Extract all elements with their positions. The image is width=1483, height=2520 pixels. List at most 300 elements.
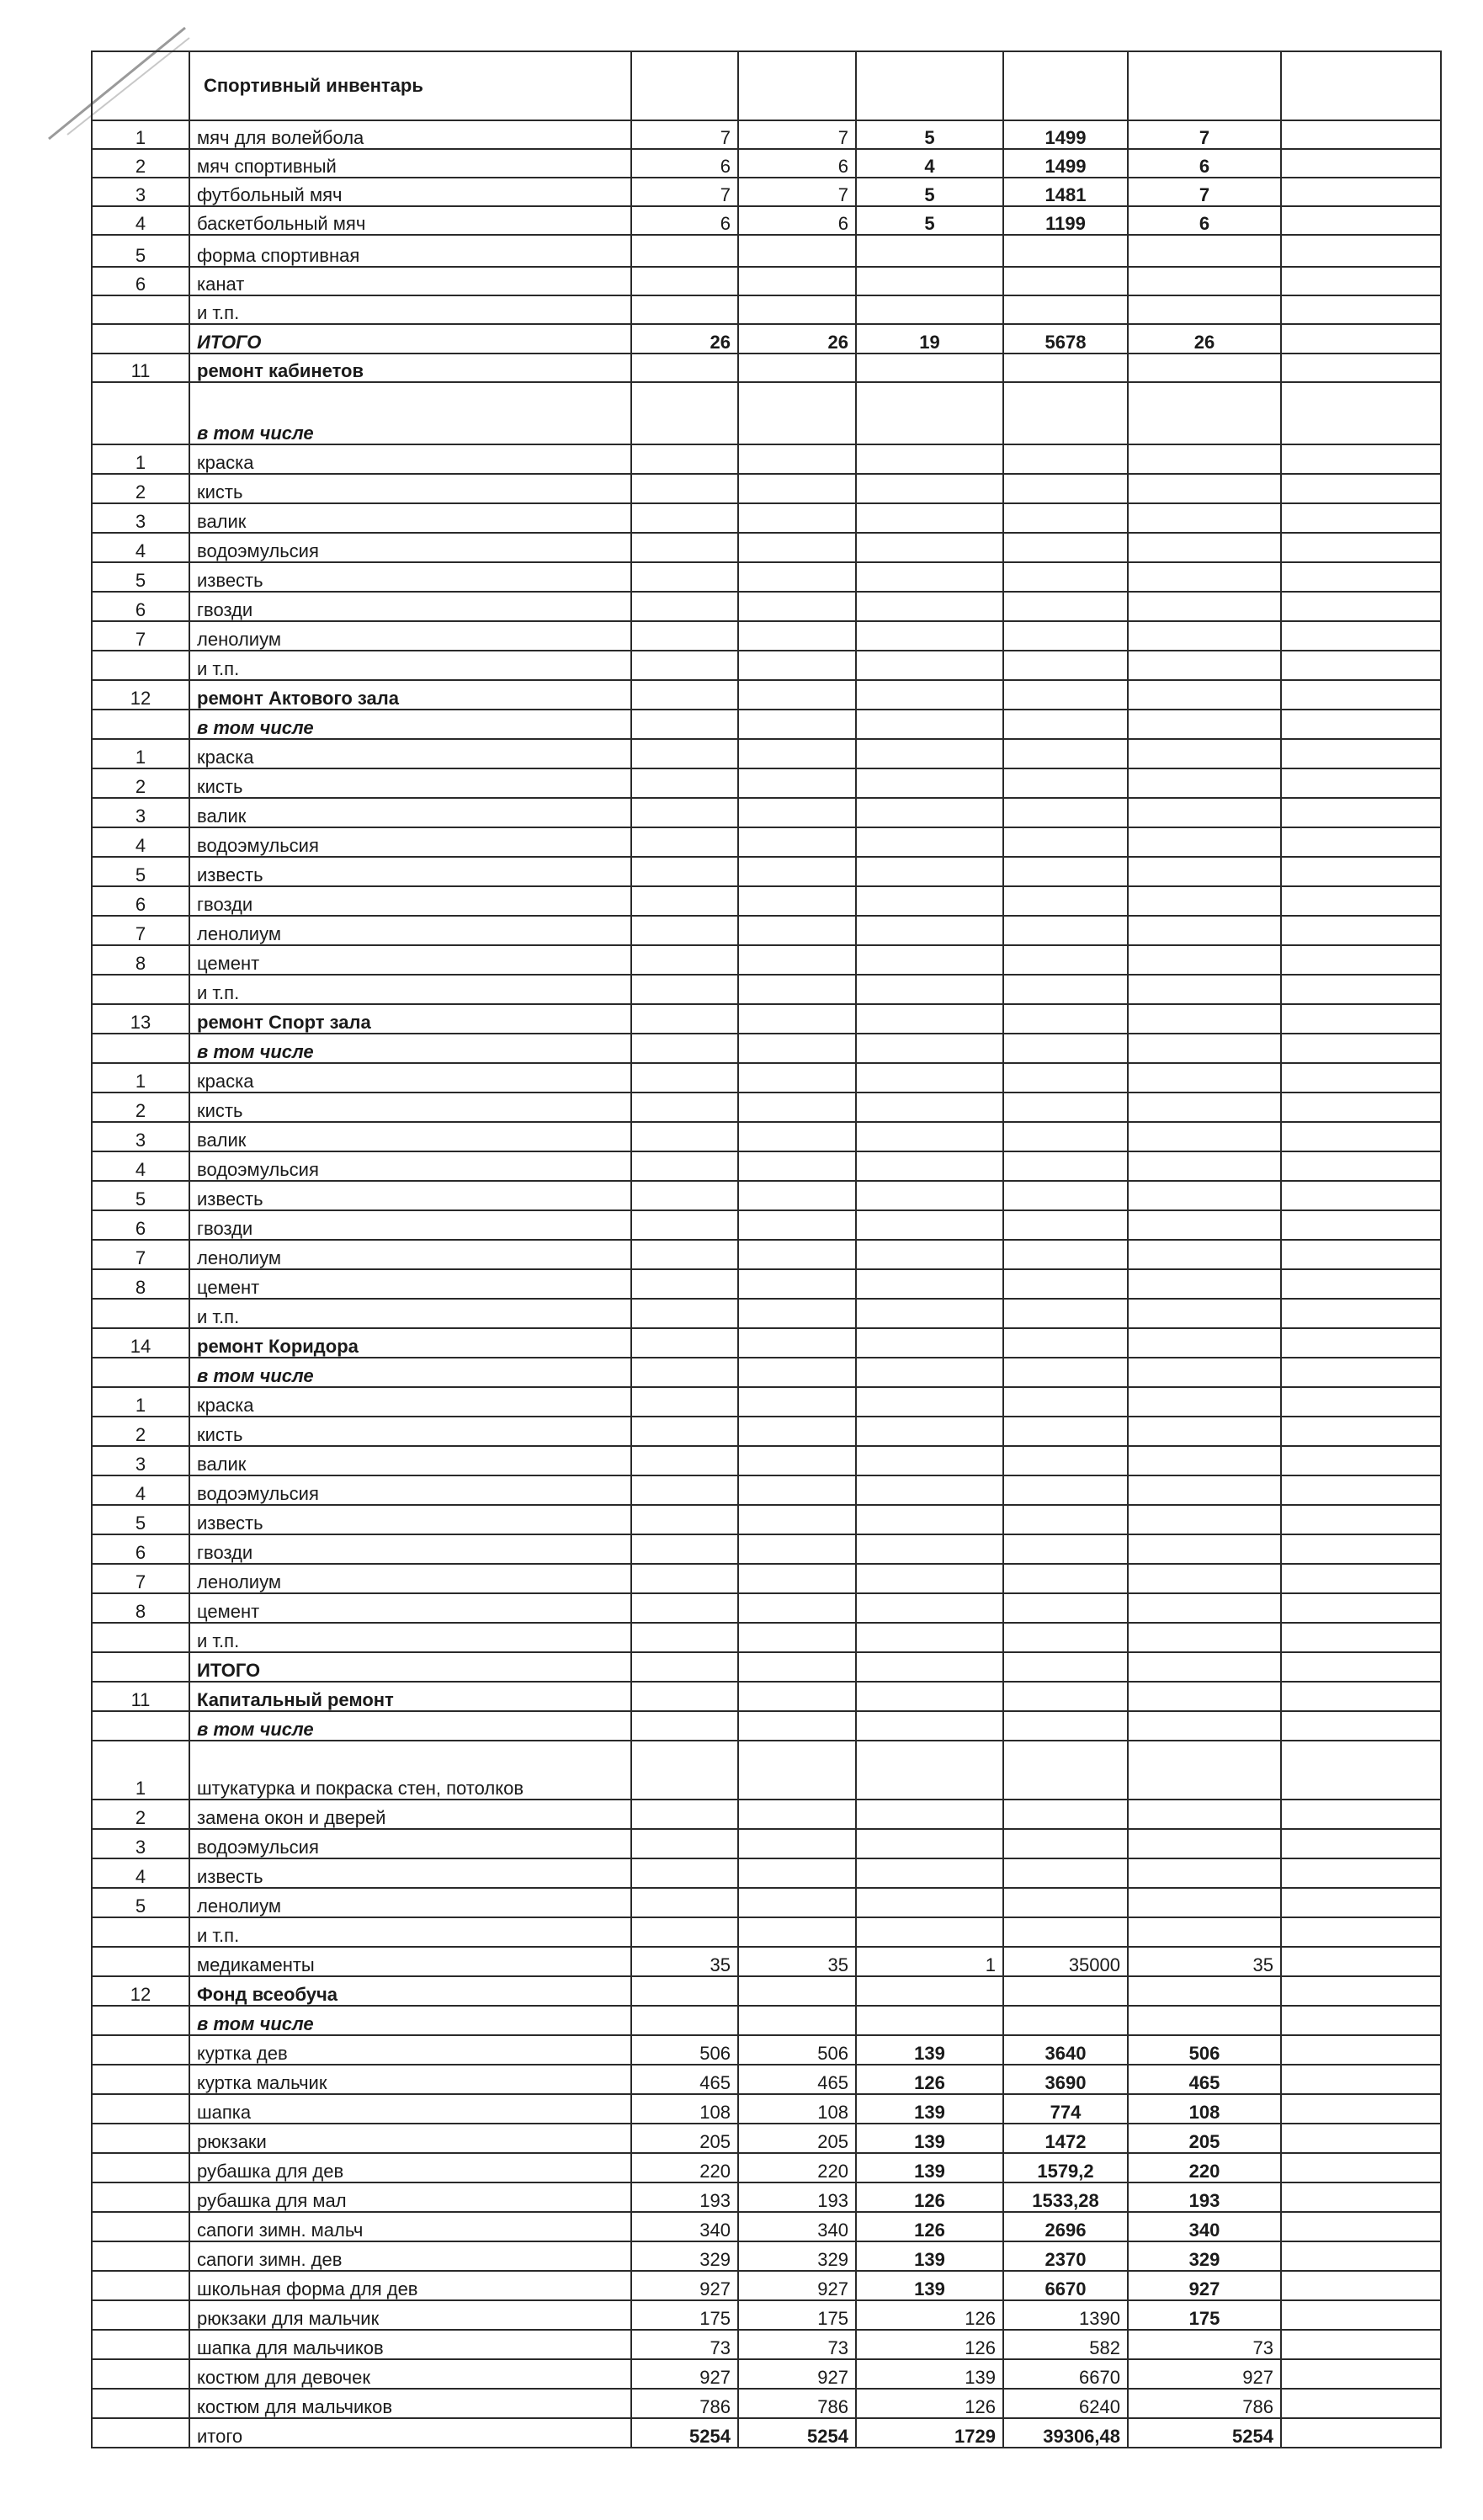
qty-col-2-cell — [738, 1652, 856, 1682]
qty-col-1-cell: 73 — [631, 2330, 738, 2359]
item-name-cell: гвозди — [189, 886, 631, 916]
qty-col-2-cell: 7 — [738, 178, 856, 206]
qty-col-2-cell — [738, 827, 856, 857]
amount-col-cell — [1003, 1181, 1128, 1210]
row-number-cell: 2 — [92, 768, 189, 798]
qty-col-3-cell: 126 — [856, 2330, 1003, 2359]
table-row — [92, 2359, 1441, 2389]
extra-col-cell — [1281, 1976, 1441, 2006]
extra-col-cell — [1281, 178, 1441, 206]
qty-col-1-cell — [631, 1652, 738, 1682]
extra-col-cell — [1281, 916, 1441, 945]
qty-col-3-cell — [856, 382, 1003, 444]
table-row — [92, 1417, 1441, 1446]
item-name-cell: медикаменты — [189, 1947, 631, 1976]
qty-col-4-cell — [1128, 1829, 1281, 1858]
qty-col-4-cell — [1128, 354, 1281, 382]
qty-col-2-cell — [738, 1475, 856, 1505]
table-row — [92, 120, 1441, 149]
qty-col-4-cell — [1128, 235, 1281, 267]
extra-col-cell — [1281, 1269, 1441, 1299]
row-number-cell: 7 — [92, 916, 189, 945]
qty-col-2-cell — [738, 1151, 856, 1181]
inventory-table — [91, 51, 1442, 2448]
row-number-cell — [92, 1034, 189, 1063]
table-row — [92, 1063, 1441, 1093]
table-row — [92, 2389, 1441, 2418]
qty-col-4-cell: 26 — [1128, 324, 1281, 354]
row-number-cell: 11 — [92, 1682, 189, 1711]
qty-col-4-cell — [1128, 562, 1281, 592]
item-name-cell: известь — [189, 1858, 631, 1888]
qty-col-4-cell — [1128, 1800, 1281, 1829]
table-row — [92, 2182, 1441, 2212]
qty-col-3-cell: 1 — [856, 1947, 1003, 1976]
qty-col-3-cell — [856, 295, 1003, 324]
amount-col-cell — [1003, 1888, 1128, 1917]
qty-col-2-cell — [738, 710, 856, 739]
table-row — [92, 2124, 1441, 2153]
qty-col-1-cell — [631, 1122, 738, 1151]
table-row — [92, 1623, 1441, 1652]
item-name-cell: сапоги зимн. дев — [189, 2241, 631, 2271]
qty-col-4-cell — [1128, 857, 1281, 886]
table-row — [92, 1505, 1441, 1534]
extra-col-cell — [1281, 1917, 1441, 1947]
item-name-cell: замена окон и дверей — [189, 1800, 631, 1829]
row-number-cell: 4 — [92, 206, 189, 235]
item-name-cell: мяч спортивный — [189, 149, 631, 178]
qty-col-2-cell — [738, 1829, 856, 1858]
qty-col-2-cell — [738, 1181, 856, 1210]
qty-col-4-cell — [1128, 51, 1281, 120]
qty-col-3-cell — [856, 1446, 1003, 1475]
qty-col-2-cell: 786 — [738, 2389, 856, 2418]
table-row — [92, 533, 1441, 562]
row-number-cell: 5 — [92, 1505, 189, 1534]
qty-col-1-cell — [631, 621, 738, 651]
extra-col-cell — [1281, 1741, 1441, 1800]
row-number-cell — [92, 2212, 189, 2241]
extra-col-cell — [1281, 1475, 1441, 1505]
qty-col-2-cell — [738, 1210, 856, 1240]
qty-col-4-cell — [1128, 1917, 1281, 1947]
row-number-cell: 7 — [92, 1564, 189, 1593]
row-number-cell — [92, 2153, 189, 2182]
amount-col-cell — [1003, 533, 1128, 562]
table-row — [92, 1034, 1441, 1063]
table-row — [92, 886, 1441, 916]
qty-col-2-cell — [738, 945, 856, 975]
extra-col-cell — [1281, 2124, 1441, 2153]
qty-col-1-cell — [631, 798, 738, 827]
qty-col-1-cell — [631, 739, 738, 768]
extra-col-cell — [1281, 798, 1441, 827]
qty-col-4-cell — [1128, 739, 1281, 768]
qty-col-3-cell — [856, 1328, 1003, 1358]
extra-col-cell — [1281, 1858, 1441, 1888]
qty-col-2-cell — [738, 621, 856, 651]
row-number-cell — [92, 51, 189, 120]
amount-col-cell: 5678 — [1003, 324, 1128, 354]
qty-col-2-cell — [738, 1800, 856, 1829]
amount-col-cell — [1003, 503, 1128, 533]
item-name-cell: канат — [189, 267, 631, 295]
extra-col-cell — [1281, 1623, 1441, 1652]
table-row — [92, 2330, 1441, 2359]
amount-col-cell — [1003, 975, 1128, 1004]
row-number-cell — [92, 2241, 189, 2271]
qty-col-3-cell — [856, 592, 1003, 621]
extra-col-cell — [1281, 1800, 1441, 1829]
qty-col-2-cell — [738, 857, 856, 886]
row-number-cell: 1 — [92, 1741, 189, 1800]
amount-col-cell: 582 — [1003, 2330, 1128, 2359]
row-number-cell: 3 — [92, 1829, 189, 1858]
extra-col-cell — [1281, 51, 1441, 120]
table-row — [92, 2212, 1441, 2241]
table-row — [92, 1682, 1441, 1711]
item-name-cell: рубашка для мал — [189, 2182, 631, 2212]
qty-col-1-cell: 6 — [631, 206, 738, 235]
qty-col-4-cell: 193 — [1128, 2182, 1281, 2212]
table-row — [92, 1240, 1441, 1269]
item-name-cell: кисть — [189, 768, 631, 798]
table-row — [92, 1299, 1441, 1328]
row-number-cell — [92, 1652, 189, 1682]
qty-col-4-cell — [1128, 295, 1281, 324]
amount-col-cell: 6670 — [1003, 2359, 1128, 2389]
qty-col-1-cell — [631, 768, 738, 798]
qty-col-4-cell: 35 — [1128, 1947, 1281, 1976]
qty-col-4-cell: 329 — [1128, 2241, 1281, 2271]
table-row — [92, 474, 1441, 503]
table-row — [92, 235, 1441, 267]
qty-col-2-cell — [738, 1093, 856, 1122]
amount-col-cell — [1003, 1623, 1128, 1652]
row-number-cell: 8 — [92, 945, 189, 975]
table-row — [92, 503, 1441, 533]
amount-col-cell — [1003, 354, 1128, 382]
amount-col-cell — [1003, 592, 1128, 621]
qty-col-3-cell — [856, 1858, 1003, 1888]
table-row — [92, 1829, 1441, 1858]
qty-col-3-cell — [856, 1240, 1003, 1269]
amount-col-cell — [1003, 1593, 1128, 1623]
qty-col-1-cell — [631, 1063, 738, 1093]
qty-col-1-cell — [631, 1034, 738, 1063]
table-row — [92, 1947, 1441, 1976]
qty-col-2-cell — [738, 680, 856, 710]
item-name-cell: кисть — [189, 474, 631, 503]
extra-col-cell — [1281, 1446, 1441, 1475]
qty-col-3-cell — [856, 1593, 1003, 1623]
qty-col-2-cell — [738, 1593, 856, 1623]
qty-col-3-cell — [856, 1682, 1003, 1711]
row-number-cell — [92, 2124, 189, 2153]
qty-col-3-cell — [856, 798, 1003, 827]
item-name-cell: ремонт Коридора — [189, 1328, 631, 1358]
qty-col-2-cell — [738, 1888, 856, 1917]
extra-col-cell — [1281, 295, 1441, 324]
row-number-cell: 5 — [92, 235, 189, 267]
qty-col-3-cell — [856, 444, 1003, 474]
qty-col-3-cell — [856, 710, 1003, 739]
item-name-cell: мяч для волейбола — [189, 120, 631, 149]
extra-col-cell — [1281, 474, 1441, 503]
row-number-cell — [92, 2006, 189, 2035]
qty-col-4-cell — [1128, 592, 1281, 621]
row-number-cell: 2 — [92, 149, 189, 178]
row-number-cell: 2 — [92, 474, 189, 503]
extra-col-cell — [1281, 1593, 1441, 1623]
item-name-cell: в том числе — [189, 2006, 631, 2035]
qty-col-4-cell — [1128, 1593, 1281, 1623]
qty-col-2-cell: 927 — [738, 2359, 856, 2389]
amount-col-cell — [1003, 1652, 1128, 1682]
qty-col-3-cell — [856, 354, 1003, 382]
qty-col-4-cell — [1128, 1181, 1281, 1210]
qty-col-3-cell — [856, 1034, 1003, 1063]
qty-col-1-cell — [631, 1328, 738, 1358]
item-name-cell: и т.п. — [189, 1623, 631, 1652]
table-row — [92, 1858, 1441, 1888]
qty-col-4-cell — [1128, 798, 1281, 827]
row-number-cell — [92, 710, 189, 739]
item-name-cell: краска — [189, 739, 631, 768]
row-number-cell: 6 — [92, 886, 189, 916]
extra-col-cell — [1281, 354, 1441, 382]
qty-col-4-cell — [1128, 1034, 1281, 1063]
item-name-cell: ленолиум — [189, 916, 631, 945]
amount-col-cell: 1472 — [1003, 2124, 1128, 2153]
table-row — [92, 1800, 1441, 1829]
qty-col-1-cell — [631, 354, 738, 382]
row-number-cell: 11 — [92, 354, 189, 382]
extra-col-cell — [1281, 149, 1441, 178]
extra-col-cell — [1281, 382, 1441, 444]
qty-col-3-cell — [856, 51, 1003, 120]
qty-col-2-cell — [738, 1063, 856, 1093]
qty-col-4-cell: 175 — [1128, 2300, 1281, 2330]
qty-col-3-cell — [856, 1800, 1003, 1829]
qty-col-2-cell — [738, 382, 856, 444]
qty-col-4-cell: 6 — [1128, 206, 1281, 235]
table-row — [92, 710, 1441, 739]
qty-col-1-cell: 340 — [631, 2212, 738, 2241]
qty-col-1-cell — [631, 827, 738, 857]
qty-col-2-cell — [738, 51, 856, 120]
qty-col-4-cell — [1128, 1004, 1281, 1034]
item-name-cell: водоэмульсия — [189, 827, 631, 857]
row-number-cell — [92, 2300, 189, 2330]
table-row — [92, 916, 1441, 945]
qty-col-2-cell — [738, 1505, 856, 1534]
qty-col-4-cell — [1128, 710, 1281, 739]
qty-col-1-cell — [631, 710, 738, 739]
amount-col-cell — [1003, 474, 1128, 503]
qty-col-1-cell: 927 — [631, 2359, 738, 2389]
table-row — [92, 592, 1441, 621]
item-name-cell: ИТОГО — [189, 1652, 631, 1682]
qty-col-4-cell — [1128, 533, 1281, 562]
extra-col-cell — [1281, 444, 1441, 474]
qty-col-3-cell: 5 — [856, 178, 1003, 206]
qty-col-2-cell — [738, 798, 856, 827]
qty-col-4-cell: 786 — [1128, 2389, 1281, 2418]
amount-col-cell — [1003, 1269, 1128, 1299]
amount-col-cell — [1003, 1151, 1128, 1181]
qty-col-2-cell: 6 — [738, 149, 856, 178]
qty-col-4-cell — [1128, 1269, 1281, 1299]
table-row — [92, 651, 1441, 680]
qty-col-1-cell: 329 — [631, 2241, 738, 2271]
qty-col-1-cell — [631, 1269, 738, 1299]
qty-col-1-cell — [631, 444, 738, 474]
qty-col-4-cell — [1128, 680, 1281, 710]
qty-col-2-cell — [738, 916, 856, 945]
item-name-cell: водоэмульсия — [189, 533, 631, 562]
qty-col-1-cell — [631, 1917, 738, 1947]
qty-col-3-cell: 139 — [856, 2094, 1003, 2124]
row-number-cell — [92, 2094, 189, 2124]
qty-col-4-cell — [1128, 1505, 1281, 1534]
qty-col-2-cell — [738, 1387, 856, 1417]
qty-col-1-cell — [631, 382, 738, 444]
qty-col-3-cell: 139 — [856, 2241, 1003, 2271]
extra-col-cell — [1281, 768, 1441, 798]
qty-col-1-cell — [631, 1004, 738, 1034]
extra-col-cell — [1281, 2330, 1441, 2359]
extra-col-cell — [1281, 2006, 1441, 2035]
qty-col-1-cell — [631, 1093, 738, 1122]
qty-col-1-cell — [631, 1623, 738, 1652]
row-number-cell — [92, 651, 189, 680]
table-row — [92, 149, 1441, 178]
qty-col-1-cell — [631, 2006, 738, 2035]
table-row — [92, 2153, 1441, 2182]
item-name-cell: форма спортивная — [189, 235, 631, 267]
qty-col-1-cell — [631, 592, 738, 621]
qty-col-4-cell — [1128, 886, 1281, 916]
table-row — [92, 51, 1441, 120]
qty-col-2-cell: 5254 — [738, 2418, 856, 2448]
table-row — [92, 827, 1441, 857]
qty-col-1-cell — [631, 1976, 738, 2006]
item-name-cell: и т.п. — [189, 295, 631, 324]
qty-col-1-cell: 193 — [631, 2182, 738, 2212]
qty-col-1-cell: 927 — [631, 2271, 738, 2300]
qty-col-3-cell — [856, 1741, 1003, 1800]
table-row — [92, 1917, 1441, 1947]
qty-col-3-cell — [856, 621, 1003, 651]
qty-col-1-cell — [631, 235, 738, 267]
qty-col-3-cell: 139 — [856, 2359, 1003, 2389]
qty-col-3-cell — [856, 1534, 1003, 1564]
item-name-cell: гвозди — [189, 1210, 631, 1240]
qty-col-4-cell — [1128, 1888, 1281, 1917]
qty-col-1-cell: 6 — [631, 149, 738, 178]
row-number-cell: 5 — [92, 1181, 189, 1210]
table-row — [92, 680, 1441, 710]
qty-col-3-cell — [856, 533, 1003, 562]
table-row — [92, 798, 1441, 827]
extra-col-cell — [1281, 1034, 1441, 1063]
qty-col-3-cell: 139 — [856, 2153, 1003, 2182]
amount-col-cell — [1003, 1034, 1128, 1063]
qty-col-1-cell — [631, 1564, 738, 1593]
qty-col-2-cell — [738, 1269, 856, 1299]
amount-col-cell: 1390 — [1003, 2300, 1128, 2330]
row-number-cell: 1 — [92, 120, 189, 149]
table-row — [92, 2241, 1441, 2271]
item-name-cell: рюкзаки — [189, 2124, 631, 2153]
item-name-cell: известь — [189, 562, 631, 592]
amount-col-cell: 3690 — [1003, 2065, 1128, 2094]
qty-col-3-cell — [856, 1564, 1003, 1593]
qty-col-1-cell: 220 — [631, 2153, 738, 2182]
qty-col-2-cell — [738, 1858, 856, 1888]
item-name-cell: костюм для девочек — [189, 2359, 631, 2389]
table-row — [92, 2035, 1441, 2065]
item-name-cell: водоэмульсия — [189, 1475, 631, 1505]
item-name-cell: ремонт кабинетов — [189, 354, 631, 382]
qty-col-2-cell — [738, 739, 856, 768]
qty-col-3-cell — [856, 857, 1003, 886]
table-row — [92, 1741, 1441, 1800]
row-number-cell: 2 — [92, 1800, 189, 1829]
extra-col-cell — [1281, 1564, 1441, 1593]
extra-col-cell — [1281, 1063, 1441, 1093]
qty-col-2-cell — [738, 1358, 856, 1387]
qty-col-2-cell: 7 — [738, 120, 856, 149]
amount-col-cell — [1003, 1976, 1128, 2006]
extra-col-cell — [1281, 2094, 1441, 2124]
row-number-cell — [92, 1711, 189, 1741]
table-row — [92, 354, 1441, 382]
extra-col-cell — [1281, 2212, 1441, 2241]
qty-col-1-cell: 465 — [631, 2065, 738, 2094]
qty-col-2-cell: 6 — [738, 206, 856, 235]
row-number-cell — [92, 2389, 189, 2418]
row-number-cell — [92, 2271, 189, 2300]
item-name-cell: водоэмульсия — [189, 1151, 631, 1181]
qty-col-3-cell — [856, 739, 1003, 768]
qty-col-1-cell: 108 — [631, 2094, 738, 2124]
extra-col-cell — [1281, 2271, 1441, 2300]
row-number-cell — [92, 2035, 189, 2065]
item-name-cell: известь — [189, 1505, 631, 1534]
qty-col-1-cell — [631, 1888, 738, 1917]
qty-col-3-cell: 139 — [856, 2035, 1003, 2065]
amount-col-cell — [1003, 295, 1128, 324]
extra-col-cell — [1281, 2153, 1441, 2182]
qty-col-3-cell — [856, 1299, 1003, 1328]
row-number-cell: 4 — [92, 1151, 189, 1181]
qty-col-3-cell — [856, 267, 1003, 295]
qty-col-1-cell — [631, 267, 738, 295]
table-row — [92, 2271, 1441, 2300]
amount-col-cell — [1003, 1063, 1128, 1093]
qty-col-3-cell: 126 — [856, 2300, 1003, 2330]
amount-col-cell — [1003, 1682, 1128, 1711]
item-name-cell: в том числе — [189, 1358, 631, 1387]
amount-col-cell — [1003, 1387, 1128, 1417]
amount-col-cell — [1003, 945, 1128, 975]
extra-col-cell — [1281, 592, 1441, 621]
table-row — [92, 1711, 1441, 1741]
qty-col-2-cell — [738, 1004, 856, 1034]
